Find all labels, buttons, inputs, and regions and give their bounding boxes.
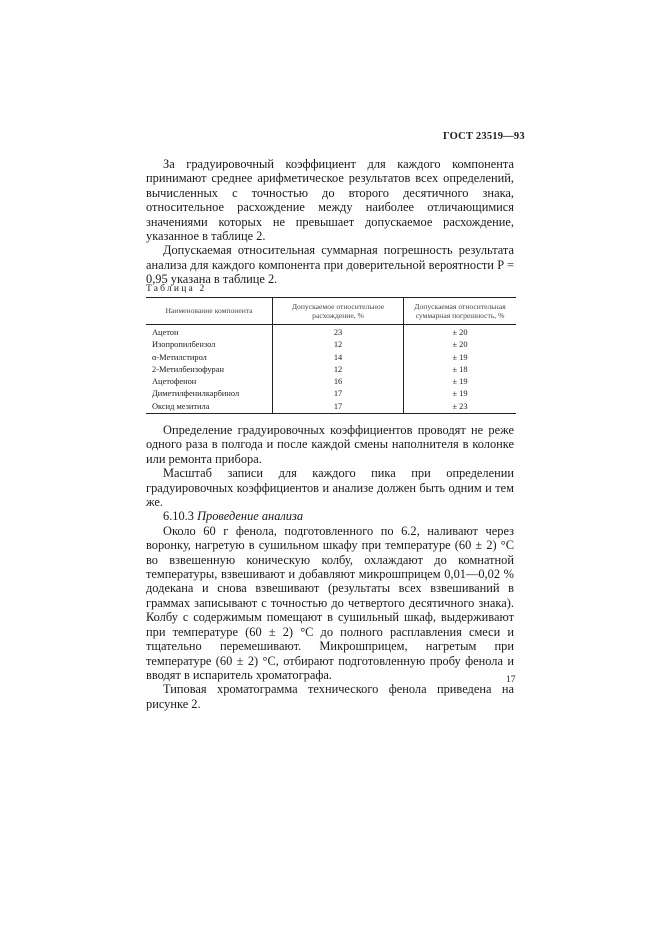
error-value: ± 18 [452, 364, 468, 374]
table-2 [146, 297, 516, 414]
section-title: Проведение анализа [197, 509, 304, 524]
table-row [146, 339, 516, 351]
text-block-top [146, 157, 514, 287]
standard-header: ГОСТ 23519—93 [443, 131, 525, 142]
section-heading [146, 509, 514, 523]
component-name: Ацетон [146, 325, 273, 340]
component-name: Оксид мезитила [146, 401, 273, 414]
error-value: ± 19 [452, 389, 468, 399]
paragraph-procedure: Около 60 г фенола, подготовленного по 6.2, наливают через воронку, нагретую в сушильном шкафу при температуре (60 ± 2) °C во взвешенную коническую колбу, охлаждают до комнатной температуры, взвешивают и добавляют микрошприцем 0,01—0,02 % додекана и снова взвешивают (результаты всех взвешиваний в граммах записывают с точностью до четвертого десятичного знака). Колбу с содержимым помещают в сушильный шкаф, выдерживают при температуре (60 ± 2) °C до полного расплавления смеси и тщательно перемешивают. Микрошприцем, нагретым при температуре (60 ± 2) °C, отбирают подготовленную пробу фенола и вводят в испаритель хроматографа. [146, 523, 514, 682]
paragraph-calibration-coefficient: За градуировочный коэффициент для каждого компонента принимают среднее арифметическое результатов всех определений, вычисленных с точностью до второго десятичного знака, относительное расхождение между наиболее отличающимися значениями которых не превышает допускаемое расхождение, указанное в таблице 2. [146, 157, 514, 244]
table-row [146, 325, 516, 340]
divergence-value: 16 [273, 376, 404, 388]
paragraph-calibration-frequency: Определение градуировочных коэффициентов проводят не реже одного раза в полгода и после каждой смены наполнителя в колонке или ремонта прибора. [146, 423, 514, 466]
component-name: 2-Метилбензофуран [146, 364, 273, 376]
table-caption: Таблица 2 [146, 284, 207, 294]
component-name: α-Метилстирол [146, 352, 273, 364]
table-row [146, 364, 516, 376]
divergence-value: 17 [273, 388, 404, 400]
header-divergence: Допускаемое относительное расхождение, % [273, 298, 404, 325]
divergence-value: 23 [273, 325, 404, 340]
divergence-value: 14 [273, 352, 404, 364]
error-value: ± 20 [452, 340, 468, 350]
text-block-bottom [146, 423, 514, 711]
error-value: ± 19 [452, 352, 468, 362]
error-value: ± 23 [404, 401, 517, 414]
paragraph-chromatogram-reference: Типовая хроматограмма технического фенола приведена на рисунке 2. [146, 682, 514, 711]
paragraph-permissible-error: Допускаемая относительная суммарная погрешность результата анализа для каждого компонента при доверительной вероятности P = 0,95 указана в таблице 2. [146, 243, 514, 287]
component-name: Диметилфенилкарбинол [146, 388, 273, 400]
table-row [146, 352, 516, 364]
divergence-value: 12 [273, 364, 404, 376]
divergence-value: 17 [273, 401, 404, 414]
error-value: ± 20 [452, 328, 468, 337]
section-number: 6.10.3 [163, 509, 194, 524]
table-header-row [146, 298, 516, 325]
paragraph-record-scale: Масштаб записи для каждого пика при определении градуировочных коэффициентов и анализе должен быть одним и тем же. [146, 466, 514, 510]
table-row [146, 388, 516, 400]
header-component: Наименование компонента [146, 298, 273, 325]
header-total-error: Допускаемая относительная суммарная погрешность, % [404, 298, 517, 325]
table-row [146, 401, 516, 414]
divergence-value: 12 [273, 339, 404, 351]
error-value: ± 19 [452, 377, 468, 387]
table-row [146, 376, 516, 388]
page-number: 17 [506, 675, 516, 685]
component-name: Изопропилбензол [146, 339, 273, 351]
component-name: Ацетофенон [146, 376, 273, 388]
